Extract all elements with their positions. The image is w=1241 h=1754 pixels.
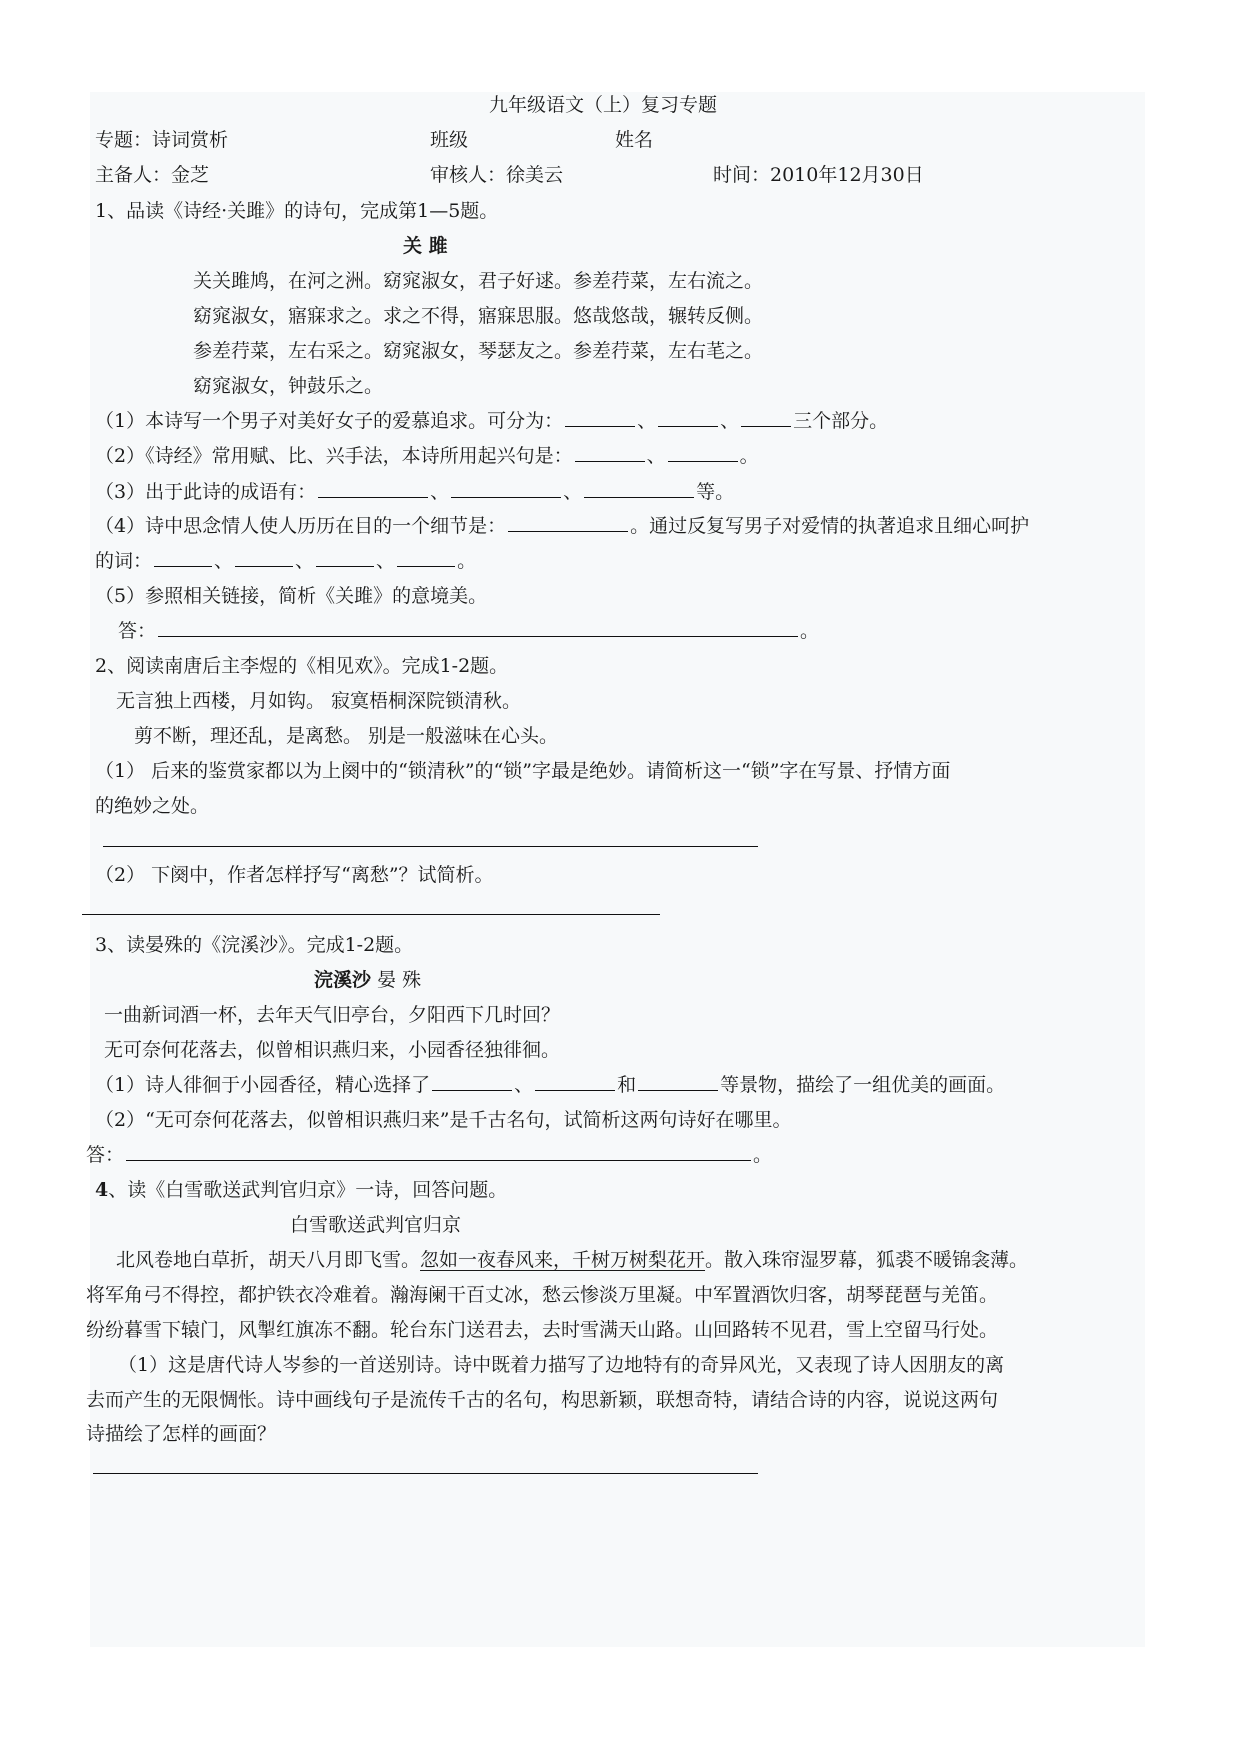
q4-poem-line: 将军角弓不得控，都护铁衣冷难着。瀚海阑干百丈冰，愁云惨淡万里凝。中军置酒饮归客，胡琴琵琶与羌笛。 [86, 1284, 999, 1306]
q4-poem-line: 纷纷暮雪下辕门，风掣红旗冻不翻。轮台东门送君去，去时雪满天山路。山回路转不见君，雪上空留马行处。 [86, 1319, 999, 1341]
q3-poem-line: 无可奈何花落去，似曾相识燕归来，小园香径独徘徊。 [104, 1039, 561, 1061]
q2-poem-line: 剪不断，理还乱，是离愁。 别是一般滋味在心头。 [134, 725, 559, 747]
answer-blank[interactable] [432, 1072, 512, 1091]
answer-blank[interactable] [451, 479, 561, 498]
q1-sub1: （1）本诗写一个男子对美好女子的爱慕追求。可分为： 、 、 三个部分。 [95, 410, 889, 432]
q2-poem-line: 无言独上西楼，月如钩。 寂寞梧桐深院锁清秋。 [116, 690, 522, 712]
answer-blank[interactable] [535, 1072, 615, 1091]
reviewer-label: 审核人：徐美云 [430, 164, 564, 186]
answer-blank[interactable] [508, 513, 628, 532]
preparer-label: 主备人：金芝 [95, 164, 210, 186]
q2-intro: 2、阅读南唐后主李煜的《相见欢》。完成1-2题。 [95, 655, 509, 677]
answer-blank[interactable] [584, 479, 694, 498]
q2-sub2: （2） 下阕中，作者怎样抒写“离愁”？试简析。 [95, 864, 494, 886]
q1-sub5: （5）参照相关链接，简析《关雎》的意境美。 [95, 585, 488, 607]
answer-blank[interactable] [154, 548, 212, 567]
q4-intro: 4、读《白雪歌送武判官归京》一诗，回答问题。 [95, 1179, 508, 1201]
q2-sub1-line2: 的绝妙之处。 [95, 795, 210, 817]
q3-poem-line: 一曲新词酒一杯，去年天气旧亭台，夕阳西下几时回？ [104, 1004, 561, 1026]
q3-sub2: （2）“无可奈何花落去，似曾相识燕归来”是千古名句，试简析这两句诗好在哪里。 [95, 1109, 792, 1131]
date-label: 时间：2010年12月30日 [713, 164, 924, 186]
q1-answer-line: 答： 。 [118, 620, 820, 642]
answer-blank[interactable] [318, 479, 428, 498]
answer-blank[interactable] [575, 443, 645, 462]
q3-sub1: （1）诗人徘徊于小园香径，精心选择了 、 和 等景物，描绘了一组优美的画面。 [95, 1074, 1006, 1096]
q1-sub4: （4）诗中思念情人使人历历在目的一个细节是： 。通过反复写男子对爱情的执著追求且细心呵护 [95, 515, 1030, 537]
answer-blank[interactable] [638, 1072, 718, 1091]
answer-blank[interactable] [668, 443, 738, 462]
q1-poem-line: 窈窕淑女，寤寐求之。求之不得，寤寐思服。悠哉悠哉，辗转反侧。 [193, 305, 764, 327]
q1-poem-line: 参差荇菜，左右采之。窈窕淑女，琴瑟友之。参差荇菜，左右芼之。 [193, 340, 764, 362]
answer-line[interactable] [93, 1473, 758, 1474]
q4-poem-line: 北风卷地白草折，胡天八月即飞雪。忽如一夜春风来，千树万树梨花开。散入珠帘湿罗幕，狐裘不暖锦衾薄。 [116, 1249, 1029, 1271]
q2-sub1: （1） 后来的鉴赏家都以为上阕中的“锁清秋”的“锁”字最是绝妙。请简析这一“锁”字在写景、抒情方面 [95, 760, 951, 782]
q1-sub2: （2）《诗经》常用赋、比、兴手法，本诗所用起兴句是： 、 。 [95, 445, 759, 467]
name-label: 姓名 [615, 129, 654, 151]
q1-poem-line: 窈窕淑女，钟鼓乐之。 [193, 375, 384, 397]
class-label: 班级 [430, 129, 469, 151]
q3-poem-title: 浣溪沙 晏 殊 [314, 969, 422, 991]
answer-blank[interactable] [397, 548, 455, 567]
answer-line[interactable] [103, 846, 758, 847]
answer-blank[interactable] [126, 1142, 751, 1161]
answer-blank[interactable] [658, 408, 718, 427]
q4-sub1-line3: 诗描绘了怎样的画面？ [86, 1423, 277, 1445]
q1-poem-title: 关 雎 [403, 235, 448, 257]
q1-sub4-line2: 的词： 、 、 、 。 [95, 550, 477, 572]
q3-intro: 3、读晏殊的《浣溪沙》。完成1-2题。 [95, 934, 414, 956]
q3-answer-line: 答： 。 [86, 1144, 773, 1166]
page-title: 九年级语文（上）复习专题 [489, 94, 718, 116]
answer-blank[interactable] [565, 408, 635, 427]
answer-line[interactable] [82, 914, 660, 915]
answer-blank[interactable] [316, 548, 374, 567]
q1-sub3: （3）出于此诗的成语有： 、 、 等。 [95, 481, 735, 503]
q4-sub1-line2: 去而产生的无限惆怅。诗中画线句子是流传千古的名句，构思新颖，联想奇特，请结合诗的内容，说说这两句 [86, 1389, 999, 1411]
q1-poem-line: 关关雎鸠，在河之洲。窈窕淑女，君子好逑。参差荇菜，左右流之。 [193, 270, 764, 292]
answer-blank[interactable] [158, 618, 798, 637]
answer-blank[interactable] [235, 548, 293, 567]
q4-sub1: （1）这是唐代诗人岑参的一首送别诗。诗中既着力描写了边地特有的奇异风光，又表现了诗人因朋友的离 [118, 1354, 1005, 1376]
underlined-verse: 忽如一夜春风来，千树万树梨花开 [420, 1249, 706, 1271]
q4-poem-title: 白雪歌送武判官归京 [290, 1214, 462, 1236]
topic-label: 专题：诗词赏析 [95, 129, 229, 151]
answer-blank[interactable] [741, 408, 791, 427]
q1-intro: 1、品读《诗经·关雎》的诗句，完成第1—5题。 [95, 200, 499, 222]
